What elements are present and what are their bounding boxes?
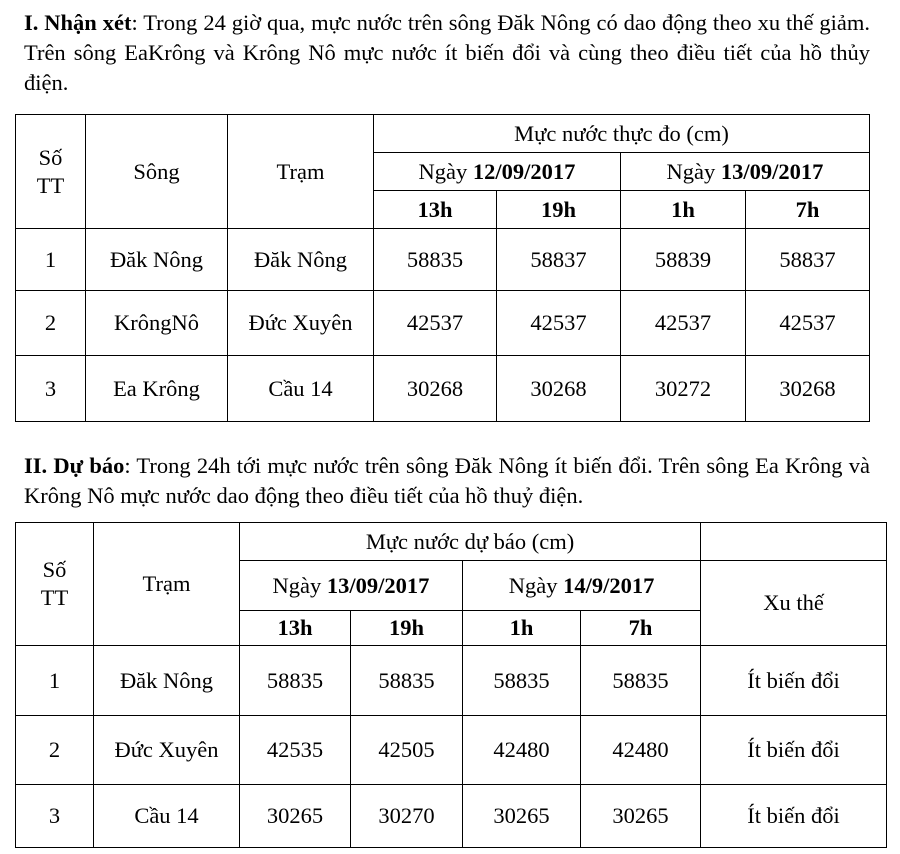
- cell-stt: 2: [16, 291, 86, 356]
- cell-value: 30268: [497, 356, 621, 422]
- section1-paragraph: I. Nhận xét: Trong 24 giờ qua, mực nước trên sông Đăk Nông có dao động theo xu thế giảm. Trên sông EaKrông và Krông Nô mực nước ít biến đổi và cùng theo điều tiết của hồ thủy điện.: [24, 10, 870, 95]
- table-row: [16, 646, 887, 716]
- section1-text: Trong 24 giờ qua, mực nước trên sông Đăk Nông có dao động theo xu thế giảm. Trên sông EaKrông và Krông Nô mực nước ít biến đổi và cùng theo điều tiết của hồ thủy điện.: [24, 10, 870, 95]
- cell-value: 30272: [621, 356, 746, 422]
- table-row: [16, 356, 870, 422]
- header-hour: 19h: [497, 191, 621, 229]
- cell-value: 42537: [374, 291, 497, 356]
- cell-value: 58837: [746, 229, 870, 291]
- cell-value: 42537: [621, 291, 746, 356]
- section2-text: Trong 24h tới mực nước trên sông Đăk Nông ít biến đổi. Trên sông Ea Krông và Krông Nô mực nước dao động theo điều tiết của hồ thuỷ điện.: [24, 453, 870, 508]
- cell-station: Cầu 14: [94, 785, 240, 848]
- cell-station: Đức Xuyên: [94, 716, 240, 785]
- table-row: [16, 716, 887, 785]
- cell-value: 58835: [351, 646, 463, 716]
- cell-value: 42480: [581, 716, 701, 785]
- cell-station: Cầu 14: [228, 356, 374, 422]
- header-date-1: Ngày 12/09/2017: [374, 153, 621, 191]
- table-row: [16, 785, 887, 848]
- cell-value: 58837: [497, 229, 621, 291]
- cell-value: 42480: [463, 716, 581, 785]
- cell-river: Ea Krông: [86, 356, 228, 422]
- section2-heading-number: II: [24, 453, 42, 478]
- cell-stt: 1: [16, 646, 94, 716]
- cell-stt: 3: [16, 785, 94, 848]
- cell-value: 30270: [351, 785, 463, 848]
- header-date-1: Ngày 13/09/2017: [240, 561, 463, 611]
- header-station: Trạm: [94, 523, 240, 646]
- cell-stt: 1: [16, 229, 86, 291]
- header-hour: 13h: [374, 191, 497, 229]
- header-hour: 19h: [351, 611, 463, 646]
- cell-trend: Ít biến đổi: [701, 785, 887, 848]
- header-hour: 7h: [581, 611, 701, 646]
- header-hour: 1h: [621, 191, 746, 229]
- cell-value: 58835: [240, 646, 351, 716]
- table-header-row: [16, 115, 870, 153]
- cell-value: 58839: [621, 229, 746, 291]
- section2-paragraph: II. Dự báo: Trong 24h tới mực nước trên sông Đăk Nông ít biến đổi. Trên sông Ea Krông và Krông Nô mực nước dao động theo điều tiết của hồ thuỷ điện.: [24, 453, 870, 508]
- cell-river: Đăk Nông: [86, 229, 228, 291]
- cell-value: 42537: [497, 291, 621, 356]
- cell-station: Đăk Nông: [94, 646, 240, 716]
- header-stt: Số TT: [16, 115, 86, 229]
- header-date-2: Ngày 14/9/2017: [463, 561, 701, 611]
- cell-value: 30265: [240, 785, 351, 848]
- cell-station: Đức Xuyên: [228, 291, 374, 356]
- table-row: [16, 291, 870, 356]
- table-row: [16, 229, 870, 291]
- section1-heading-label: Nhận xét: [44, 10, 132, 35]
- cell-trend: Ít biến đổi: [701, 716, 887, 785]
- header-hour: 7h: [746, 191, 870, 229]
- forecast-water-level-table: [15, 522, 887, 848]
- table-header-row: [16, 523, 887, 561]
- header-forecast-title: Mực nước dự báo (cm): [240, 523, 701, 561]
- cell-stt: 2: [16, 716, 94, 785]
- cell-value: 30265: [581, 785, 701, 848]
- cell-trend: Ít biến đổi: [701, 646, 887, 716]
- cell-station: Đăk Nông: [228, 229, 374, 291]
- section1-heading-number: I: [24, 10, 33, 35]
- header-river: Sông: [86, 115, 228, 229]
- cell-value: 30265: [463, 785, 581, 848]
- header-hour: 1h: [463, 611, 581, 646]
- cell-value: 58835: [374, 229, 497, 291]
- header-date-2: Ngày 13/09/2017: [621, 153, 870, 191]
- cell-value: 42535: [240, 716, 351, 785]
- cell-value: 42537: [746, 291, 870, 356]
- header-station: Trạm: [228, 115, 374, 229]
- header-trend: Xu thế: [701, 561, 887, 646]
- cell-value: 58835: [581, 646, 701, 716]
- cell-river: KrôngNô: [86, 291, 228, 356]
- cell-value: 58835: [463, 646, 581, 716]
- cell-value: 30268: [374, 356, 497, 422]
- section2-heading-label: Dự báo: [53, 453, 125, 478]
- cell-value: 30268: [746, 356, 870, 422]
- cell-stt: 3: [16, 356, 86, 422]
- measured-water-level-table: [15, 114, 870, 422]
- header-stt: Số TT: [16, 523, 94, 646]
- header-trend-top: [701, 523, 887, 561]
- cell-value: 42505: [351, 716, 463, 785]
- header-measured-title: Mực nước thực đo (cm): [374, 115, 870, 153]
- header-hour: 13h: [240, 611, 351, 646]
